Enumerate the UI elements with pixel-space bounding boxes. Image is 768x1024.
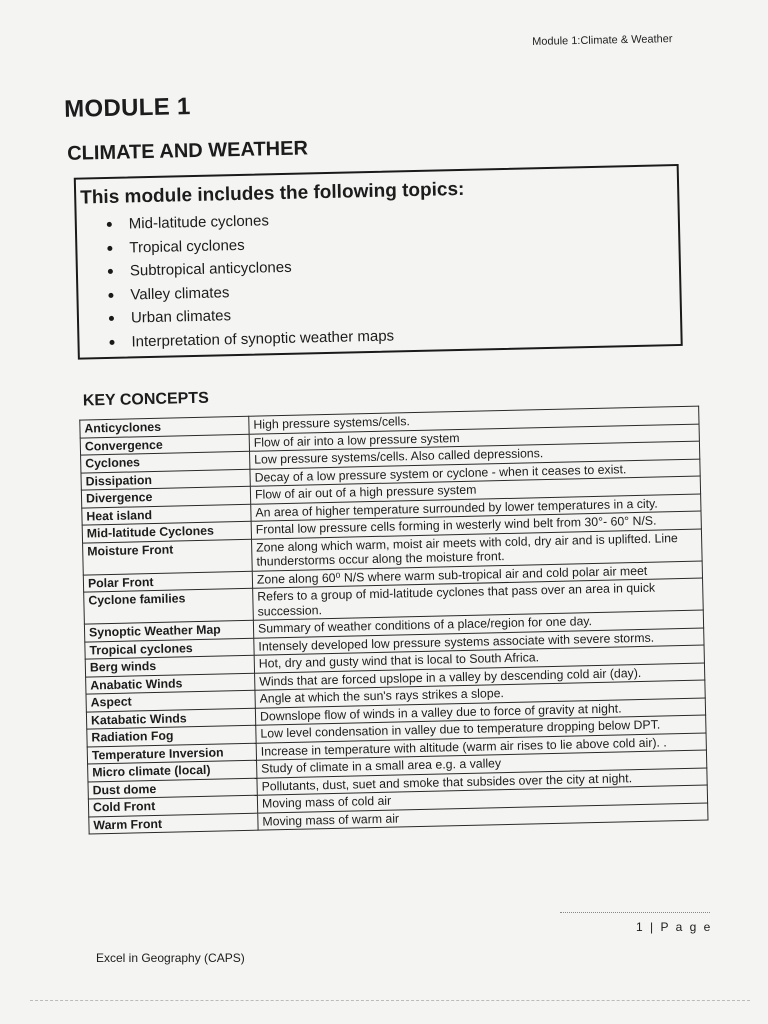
definition-cell: Downslope flow of winds in a valley due to force of gravity at night. xyxy=(255,698,705,726)
definition-cell: Low level condensation in valley due to temperature dropping below DPT. xyxy=(256,715,706,743)
definition-cell: Flow of air out of a high pressure system xyxy=(250,476,700,504)
scan-artifact xyxy=(30,1000,750,1001)
bullet-icon xyxy=(108,269,113,274)
definition-cell: High pressure systems/cells. xyxy=(249,406,699,434)
footer-rule xyxy=(560,912,710,913)
topic-label: Urban climates xyxy=(130,307,232,327)
running-head: Module 1:Climate & Weather xyxy=(532,33,673,48)
definition-cell: Winds that are forced upslope in a valley by descending cold air (day). xyxy=(255,663,705,691)
term-cell: Radiation Fog xyxy=(87,725,256,746)
definition-cell: Zone along which warm, moist air meets with cold, dry air and is uplifted. Line thunderstorms occur along the moisture front. xyxy=(252,529,703,571)
definition-cell: Zone along 60⁰ N/S where warm sub-tropical air and cold polar air meet xyxy=(252,561,702,589)
term-cell: Heat island xyxy=(82,504,251,525)
definition-cell: Intensely developed low pressure systems associate with severe storms. xyxy=(254,628,704,656)
definition-cell: Frontal low pressure cells forming in westerly wind belt from 30°- 60° N/S. xyxy=(251,511,701,539)
topic-label: Mid-latitude cyclones xyxy=(128,212,270,233)
bullet-icon xyxy=(108,292,113,297)
definition-cell: Study of climate in a small area e.g. a valley xyxy=(257,750,707,778)
topic-label: Interpretation of synoptic weather maps xyxy=(131,326,395,350)
footer-text: Excel in Geography (CAPS) xyxy=(96,951,245,965)
term-cell: Micro climate (local) xyxy=(88,760,257,781)
key-concepts-table xyxy=(79,406,708,835)
term-cell: Cyclones xyxy=(81,451,250,472)
definition-cell: Pollutants, dust, suet and smoke that subsides over the city at night. xyxy=(257,767,707,795)
definition-cell: Decay of a low pressure system or cyclone - when it ceases to exist. xyxy=(250,459,700,487)
topic-label: Valley climates xyxy=(130,283,230,303)
term-cell: Tropical cyclones xyxy=(85,638,254,659)
term-cell: Cold Front xyxy=(88,795,257,816)
module-subtitle: CLIMATE AND WEATHER xyxy=(66,137,309,165)
bullet-icon xyxy=(107,222,112,227)
term-cell: Mid-latitude Cyclones xyxy=(82,521,251,542)
key-concepts-heading: KEY CONCEPTS xyxy=(82,389,209,410)
definition-cell: Flow of air into a low pressure system xyxy=(249,424,699,452)
topics-heading: This module includes the following topics: xyxy=(79,178,465,209)
page-number: 1 | P a g e xyxy=(636,920,713,934)
definition-cell: Summary of weather conditions of a place/region for one day. xyxy=(253,610,703,638)
term-cell: Warm Front xyxy=(89,813,258,834)
topic-label: Tropical cyclones xyxy=(129,236,245,256)
module-title: MODULE 1 xyxy=(63,93,191,123)
term-cell: Dust dome xyxy=(88,778,257,799)
definition-cell: Refers to a group of mid-latitude cyclones that pass over an area in quick succession. xyxy=(253,578,704,620)
term-cell: Polar Front xyxy=(83,571,252,592)
definition-cell: Low pressure systems/cells. Also called depressions. xyxy=(250,441,700,469)
term-cell: Berg winds xyxy=(85,655,254,676)
definition-cell: Moving mass of cold air xyxy=(257,785,707,813)
term-cell: Cyclone families xyxy=(84,588,254,624)
bullet-icon xyxy=(107,245,112,250)
definition-cell: Hot, dry and gusty wind that is local to South Africa. xyxy=(254,645,704,673)
term-cell: Katabatic Winds xyxy=(86,708,255,729)
term-cell: Dissipation xyxy=(81,469,250,490)
definition-cell: Angle at which the sun's rays strikes a slope. xyxy=(255,680,705,708)
term-cell: Moisture Front xyxy=(83,539,253,575)
topic-label: Subtropical anticyclones xyxy=(129,258,292,280)
bullet-icon xyxy=(109,316,114,321)
term-cell: Divergence xyxy=(81,486,250,507)
definition-cell: Increase in temperature with altitude (warm air rises to lie above cold air). . xyxy=(256,733,706,761)
term-cell: Synoptic Weather Map xyxy=(84,620,253,641)
term-cell: Anabatic Winds xyxy=(86,673,255,694)
bullet-icon xyxy=(109,339,114,344)
term-cell: Temperature Inversion xyxy=(87,743,256,764)
term-cell: Anticyclones xyxy=(80,416,249,437)
definition-cell: Moving mass of warm air xyxy=(258,802,708,830)
definition-cell: An area of higher temperature surrounded by lower temperatures in a city. xyxy=(251,494,701,522)
term-cell: Aspect xyxy=(86,690,255,711)
term-cell: Convergence xyxy=(80,434,249,455)
topics-list xyxy=(81,200,681,355)
topics-box xyxy=(74,164,683,360)
